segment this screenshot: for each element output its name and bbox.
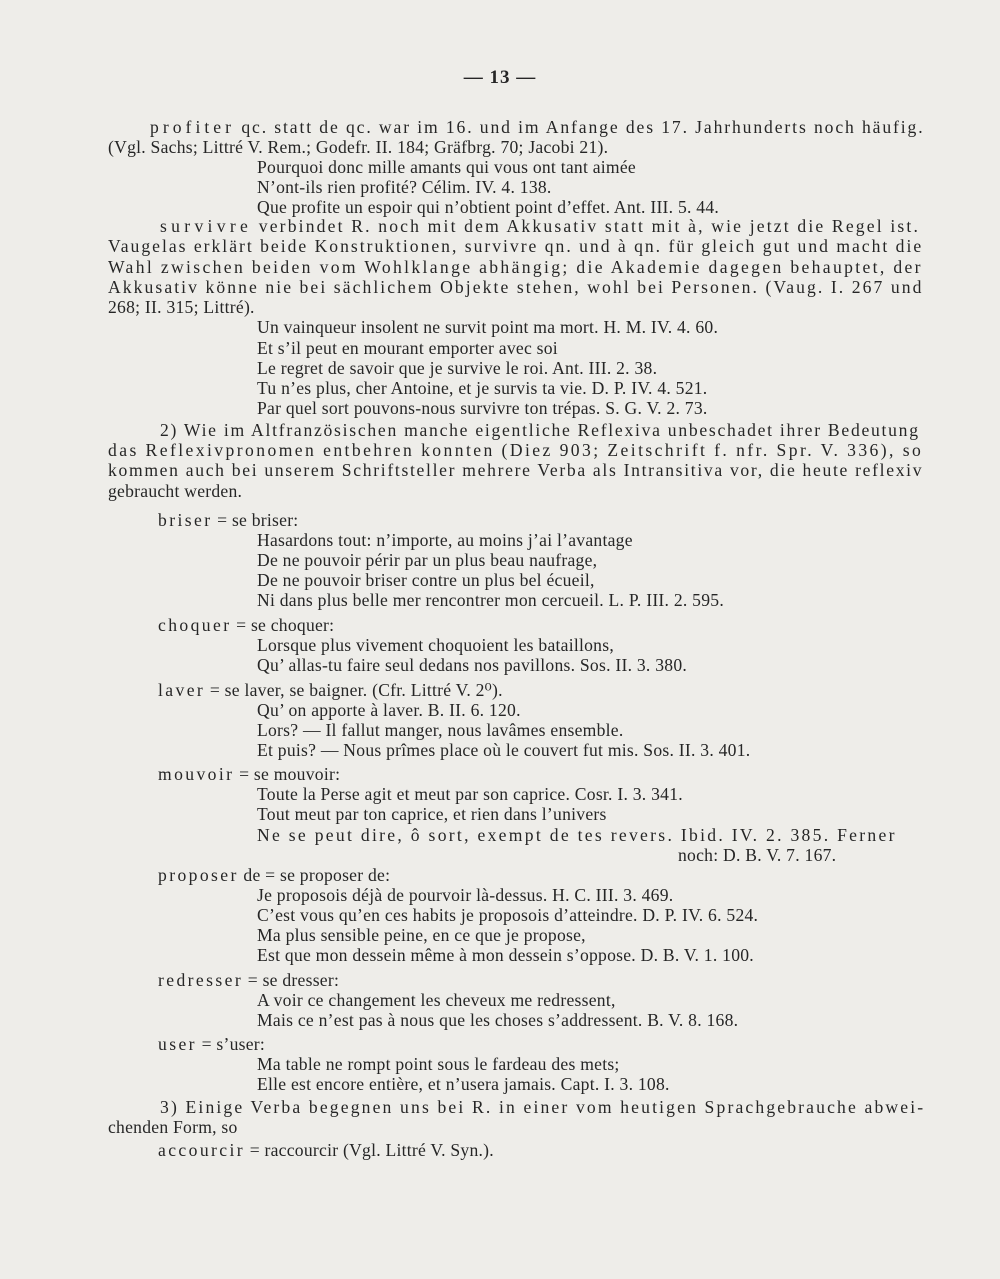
text-line: [257, 1074, 670, 1094]
line-text: Le regret de savoir que je survive le roi. Ant. III. 2. 38.: [257, 358, 658, 378]
text-line: [158, 764, 340, 784]
line-text: Elle est encore entière, et n’usera jamais. Capt. I. 3. 108.: [257, 1074, 670, 1094]
text-line: [108, 460, 923, 480]
text-line: [158, 510, 298, 530]
line-text: = se dresser:: [243, 970, 340, 990]
text-line: [257, 157, 636, 177]
line-text: A voir ce changement les cheveux me redressent,: [257, 990, 616, 1010]
text-line: [257, 945, 754, 965]
text-line: [108, 277, 923, 297]
line-text: Par quel sort pouvons-nous survivre ton trépas. S. G. V. 2. 73.: [257, 398, 708, 418]
line-text: Ne se peut dire, ô sort, exempt de tes revers. Ibid. IV. 2. 385. Ferner: [257, 825, 897, 845]
text-line: [257, 317, 718, 337]
line-text: Tout meut par ton caprice, et rien dans l’univers: [257, 804, 607, 824]
text-line: [160, 216, 920, 236]
keyword: user: [158, 1034, 197, 1054]
line-text: Tu n’es plus, cher Antoine, et je survis ta vie. D. P. IV. 4. 521.: [257, 378, 708, 398]
text-line: [108, 257, 923, 277]
text-line: [257, 1054, 620, 1074]
line-text: (Vgl. Sachs; Littré V. Rem.; Godefr. II. 184; Gräfbrg. 70; Jacobi 21).: [108, 137, 609, 157]
page-number: — 13 —: [463, 67, 537, 88]
text-line: [257, 1010, 738, 1030]
text-line: [257, 635, 614, 655]
line-text: Et s’il peut en mourant emporter avec soi: [257, 338, 558, 358]
line-text: Et puis? — Nous prîmes place où le couvert fut mis. Sos. II. 3. 401.: [257, 740, 751, 760]
text-line: [257, 530, 633, 550]
text-line: [108, 236, 923, 256]
line-text: = se briser:: [212, 510, 299, 530]
keyword: laver: [158, 680, 206, 700]
keyword: profiter: [150, 117, 236, 137]
line-text: Ni dans plus belle mer rencontrer mon cercueil. L. P. III. 2. 595.: [257, 590, 724, 610]
line-text: kommen auch bei unserem Schriftsteller mehrere Verba als Intransitiva vor, die heute reflexiv: [108, 460, 924, 480]
text-line: [257, 177, 552, 197]
text-line: [257, 398, 708, 418]
line-text: gebraucht werden.: [108, 481, 243, 501]
text-line: [257, 740, 750, 760]
text-line: [158, 1140, 494, 1160]
line-text: Qu’ allas-tu faire seul dedans nos pavillons. Sos. II. 3. 380.: [257, 655, 688, 675]
text-line: [257, 905, 758, 925]
line-text: Lorsque plus vivement choquoient les bataillons,: [257, 635, 614, 655]
text-line: [257, 804, 607, 824]
text-line: [150, 117, 925, 137]
text-line: [257, 720, 624, 740]
text-line: [257, 990, 616, 1010]
line-text: Que profite un espoir qui n’obtient point d’effet. Ant. III. 5. 44.: [257, 197, 720, 217]
text-line: [158, 970, 339, 990]
line-text: de = se proposer de:: [238, 865, 391, 885]
keyword: accourcir: [158, 1140, 246, 1160]
text-line: [108, 1117, 238, 1137]
line-text: 268; II. 315; Littré).: [108, 297, 255, 317]
line-text: Ma table ne rompt point sous le fardeau des mets;: [257, 1054, 620, 1074]
keyword: proposer: [158, 865, 239, 885]
keyword: survivre: [160, 216, 253, 236]
text-line: [257, 338, 558, 358]
text-line: [257, 197, 719, 217]
keyword: choquer: [158, 615, 232, 635]
text-line: [160, 1097, 925, 1117]
line-text: = se mouvoir:: [234, 764, 341, 784]
line-text: Pourquoi donc mille amants qui vous ont tant aimée: [257, 157, 636, 177]
text-line: [257, 550, 597, 570]
line-text: 2) Wie im Altfranzösischen manche eigentliche Reflexiva unbeschadet ihrer Bedeutung: [160, 420, 920, 440]
line-text: qc. statt de qc. war im 16. und im Anfange des 17. Jahrhunderts noch häufig.: [235, 117, 925, 137]
line-text: = s’user:: [196, 1034, 266, 1054]
text-line: [257, 825, 897, 845]
line-text: De ne pouvoir briser contre un plus bel écueil,: [257, 570, 595, 590]
text-line: [108, 137, 608, 157]
line-text: 3) Einige Verba begegnen uns bei R. in einer vom heutigen Sprachgebrauche abwei-: [160, 1097, 926, 1117]
line-text: Un vainqueur insolent ne survit point ma mort. H. M. IV. 4. 60.: [257, 317, 719, 337]
line-text: N’ont-ils rien profité? Célim. IV. 4. 138.: [257, 177, 552, 197]
text-line: [257, 700, 521, 720]
line-text: das Reflexivpronomen entbehren konnten (Diez 903; Zeitschrift f. nfr. Spr. V. 336), so: [108, 440, 924, 460]
text-line: [158, 1034, 265, 1054]
text-line: [257, 655, 687, 675]
line-text: = se laver, se baigner. (Cfr. Littré V. 2⁰).: [205, 680, 503, 700]
keyword: redresser: [158, 970, 244, 990]
line-text: verbindet R. noch mit dem Akkusativ statt mit à, wie jetzt die Regel ist.: [252, 216, 921, 236]
line-text: Akkusativ könne nie bei sächlichem Objekte stehen, wohl bei Personen. (Vaug. I. 267 und: [108, 277, 924, 297]
line-text: Lors? — Il fallut manger, nous lavâmes ensemble.: [257, 720, 624, 740]
line-text: Je proposois déjà de pourvoir là-dessus. H. C. III. 3. 469.: [257, 885, 674, 905]
text-line: [257, 358, 657, 378]
text-line: [257, 378, 707, 398]
line-text: Ma plus sensible peine, en ce que je propose,: [257, 925, 586, 945]
text-line: [257, 570, 595, 590]
line-text: noch: D. B. V. 7. 167.: [678, 845, 837, 865]
line-text: Vaugelas erklärt beide Konstruktionen, survivre qn. und à qn. für gleich gut und macht die: [108, 236, 924, 256]
line-text: De ne pouvoir périr par un plus beau naufrage,: [257, 550, 598, 570]
text-line: [158, 615, 334, 635]
line-text: chenden Form, so: [108, 1117, 238, 1137]
line-text: = se choquer:: [231, 615, 335, 635]
line-text: Toute la Perse agit et meut par son caprice. Cosr. I. 3. 341.: [257, 784, 683, 804]
line-text: Mais ce n’est pas à nous que les choses s’addressent. B. V. 8. 168.: [257, 1010, 739, 1030]
line-text: Wahl zwischen beiden vom Wohlklange abhängig; die Akademie dagegen behauptet, der: [108, 257, 923, 277]
text-line: [257, 784, 683, 804]
keyword: mouvoir: [158, 764, 235, 784]
line-text: C’est vous qu’en ces habits je proposois d’atteindre. D. P. IV. 6. 524.: [257, 905, 759, 925]
keyword: briser: [158, 510, 213, 530]
line-text: = raccourcir (Vgl. Littré V. Syn.).: [245, 1140, 494, 1160]
text-line: [678, 845, 836, 865]
text-line: [257, 925, 586, 945]
text-line: [108, 297, 255, 317]
line-text: Qu’ on apporte à laver. B. II. 6. 120.: [257, 700, 521, 720]
text-line: [108, 440, 923, 460]
text-line: [158, 680, 503, 700]
text-line: [158, 865, 390, 885]
text-line: [257, 590, 724, 610]
line-text: Hasardons tout: n’importe, au moins j’ai l’avantage: [257, 530, 633, 550]
text-line: [160, 420, 920, 440]
line-text: Est que mon dessein même à mon dessein s’oppose. D. B. V. 1. 100.: [257, 945, 754, 965]
text-line: [108, 481, 242, 501]
text-line: [257, 885, 673, 905]
